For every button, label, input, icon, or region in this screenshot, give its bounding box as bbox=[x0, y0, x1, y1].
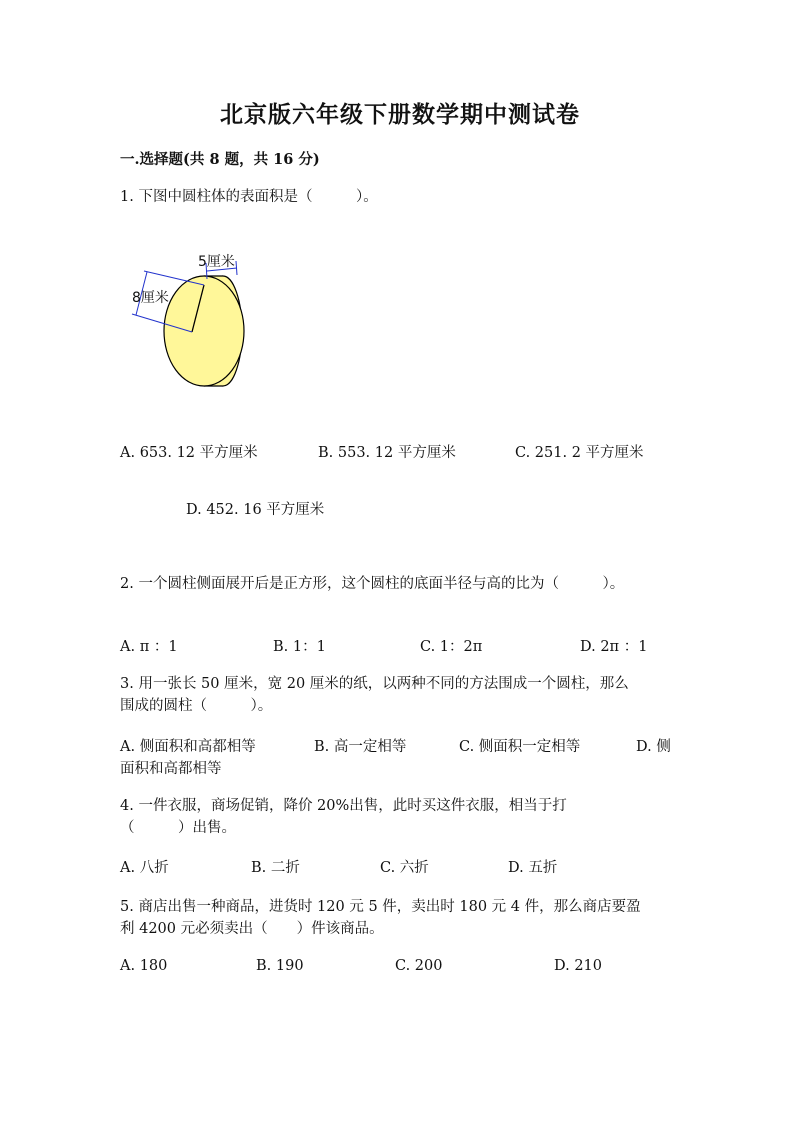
question-2-option-a: A. π ：1 bbox=[120, 639, 178, 655]
question-4-text-line-1: 4. 一件衣服，商场促销，降价 20%出售，此时买这件衣服，相当于打 bbox=[120, 798, 567, 814]
question-5-option-c: C. 200 bbox=[395, 958, 443, 974]
question-3-text-line-1: 3. 用一张长 50 厘米，宽 20 厘米的纸，以两种不同的方法围成一个圆柱，那么 bbox=[120, 676, 629, 692]
question-4-option-b: B. 二折 bbox=[251, 860, 300, 876]
question-5-text-line-2: 利 4200 元必须卖出（ ）件该商品。 bbox=[120, 921, 384, 937]
question-3-option-d-continued: 面积和高都相等 bbox=[120, 761, 222, 777]
cylinder-front-face bbox=[164, 276, 244, 386]
question-5-option-d: D. 210 bbox=[554, 958, 603, 974]
question-5-option-b: B. 190 bbox=[256, 958, 304, 974]
figure-label-height: 5厘米 bbox=[198, 254, 235, 270]
question-1-option-b: B. 553. 12 平方厘米 bbox=[318, 445, 456, 461]
question-3-text-line-2: 围成的圆柱（ ）。 bbox=[120, 698, 273, 714]
question-2-option-c: C. 1：2π bbox=[420, 639, 483, 655]
question-3-option-c: C. 侧面积一定相等 bbox=[459, 739, 581, 755]
page-title: 北京版六年级下册数学期中测试卷 bbox=[220, 101, 580, 128]
cylinder-figure bbox=[120, 245, 260, 395]
question-4-option-c: C. 六折 bbox=[380, 860, 429, 876]
figure-label-radius: 8厘米 bbox=[132, 290, 169, 306]
question-3-option-d: D. 侧 bbox=[636, 739, 671, 755]
question-4-text-line-2: （ ）出售。 bbox=[120, 820, 236, 836]
question-2-option-d: D. 2π ：1 bbox=[580, 639, 648, 655]
question-1-option-d: D. 452. 16 平方厘米 bbox=[186, 502, 325, 518]
question-1-option-c: C. 251. 2 平方厘米 bbox=[515, 445, 644, 461]
question-1-option-a: A. 653. 12 平方厘米 bbox=[120, 445, 258, 461]
question-2-option-b: B. 1：1 bbox=[273, 639, 326, 655]
question-1-text: 1. 下图中圆柱体的表面积是（ ）。 bbox=[120, 189, 378, 205]
section-heading: 一.选择题(共 8 题，共 16 分) bbox=[120, 151, 320, 168]
question-5-option-a: A. 180 bbox=[120, 958, 168, 974]
question-3-option-a: A. 侧面积和高都相等 bbox=[120, 739, 256, 755]
question-3-option-b: B. 高一定相等 bbox=[314, 739, 407, 755]
cylinder-diagram bbox=[120, 245, 260, 395]
question-4-option-d: D. 五折 bbox=[508, 860, 558, 876]
question-2-text: 2. 一个圆柱侧面展开后是正方形，这个圆柱的底面半径与高的比为（ ）。 bbox=[120, 576, 625, 592]
height-dim-tick-right bbox=[236, 261, 237, 275]
question-4-option-a: A. 八折 bbox=[120, 860, 169, 876]
question-5-text-line-1: 5. 商店出售一种商品，进货时 120 元 5 件，卖出时 180 元 4 件，那么商店要盈 bbox=[120, 899, 641, 915]
